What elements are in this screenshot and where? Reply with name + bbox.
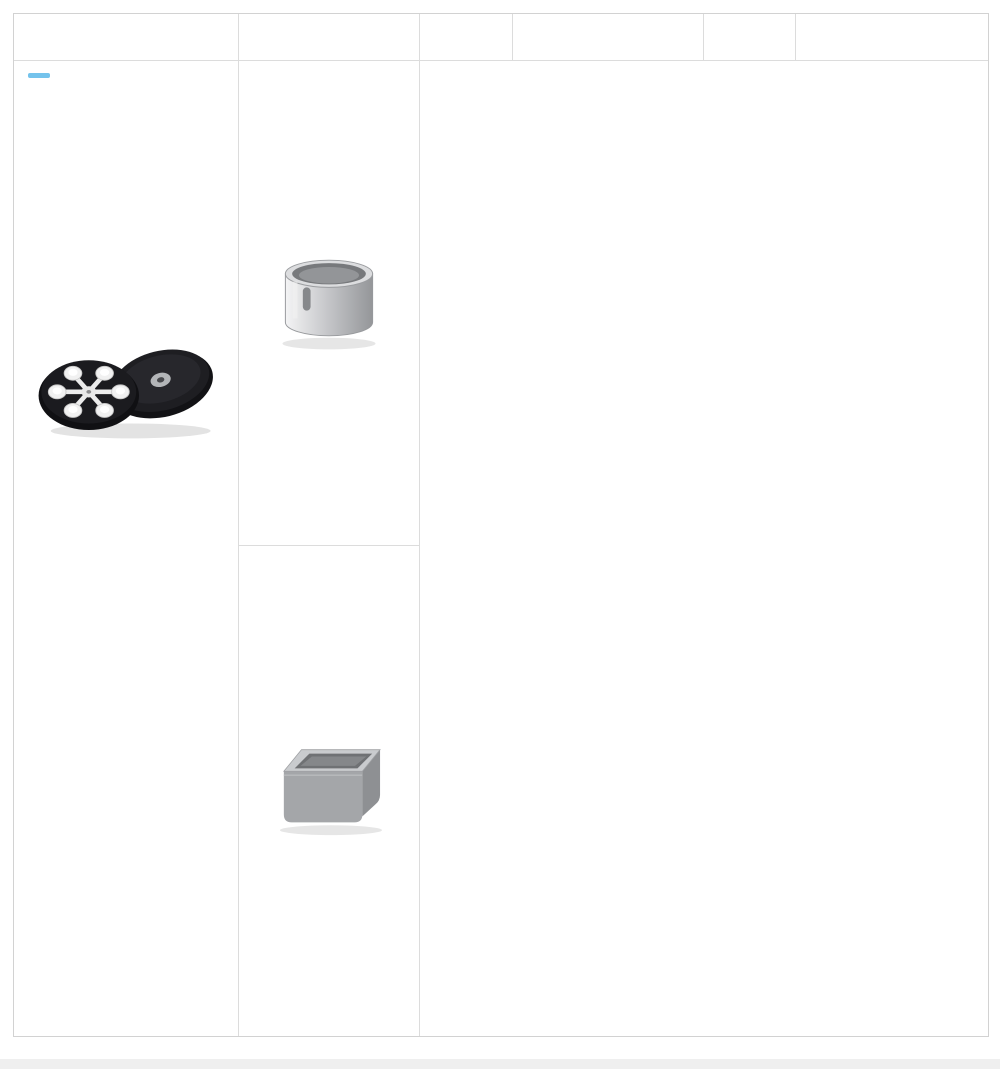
- header-capacity-1: [513, 14, 704, 61]
- rectangular-bucket-cell: [239, 546, 420, 1036]
- header-capacity-2: [796, 14, 988, 61]
- header-rotor: [14, 14, 239, 61]
- rotor-number-badge: [28, 73, 50, 78]
- no-adaptor-cell: [704, 911, 988, 1036]
- round-bucket-cell: [239, 61, 420, 546]
- round-bucket-image: [266, 235, 392, 361]
- bottom-page-strip: [0, 1059, 1000, 1069]
- rotor-spec-table: [13, 13, 989, 1037]
- swing-rotor-image: [33, 334, 219, 446]
- header-bucket: [239, 14, 420, 61]
- header-adaptor-2: [704, 14, 796, 61]
- rectangular-bucket-image: [259, 732, 399, 840]
- rotor-body: [39, 360, 139, 430]
- rotor-cell: [14, 61, 239, 1036]
- header-adaptor-1: [420, 14, 513, 61]
